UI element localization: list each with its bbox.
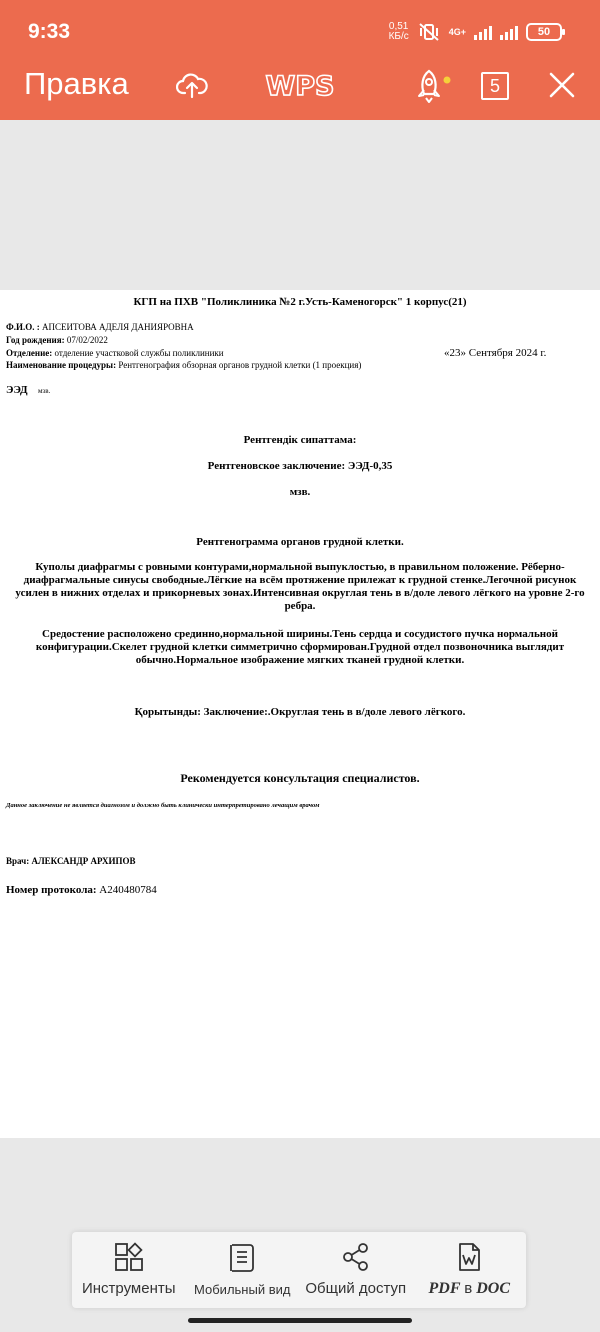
pdf-to-text: в: [464, 1280, 473, 1297]
wps-logo-text: WPS: [265, 72, 335, 100]
vibrate-mute-icon: [417, 22, 441, 42]
signal-icon: [474, 24, 492, 40]
dept-label: Отделение:: [6, 348, 53, 358]
network-speed: [389, 22, 409, 42]
fio-label: Ф.И.О. :: [6, 322, 40, 332]
pdf-text: PDF: [428, 1280, 461, 1297]
document-page[interactable]: [0, 290, 600, 1138]
tools-label: Инструменты: [81, 1280, 176, 1297]
doc-text: DOC: [476, 1280, 510, 1297]
pdf-to-doc-label: [429, 1280, 510, 1298]
close-icon[interactable]: [548, 71, 576, 99]
home-indicator[interactable]: [188, 1318, 412, 1323]
fio-value: АПСЕИТОВА АДЕЛЯ ДАНИЯРОВНА: [41, 322, 194, 332]
msv-label: мзв.: [289, 486, 311, 498]
document-header: КГП на ПХВ "Поликлиника №2 г.Усть-Каменогорск" 1 корпус(21): [133, 296, 467, 308]
share-icon: [341, 1242, 371, 1272]
kz-title: Рентгендік сипаттама:: [243, 434, 357, 446]
fio-field: [6, 322, 194, 332]
network-type: 4G+: [448, 27, 466, 37]
description-paragraph-2: Средостение расположено срединно,нормальной ширины.Тень сердца и сосудистого пучка нормальной конфигурации.Скелет грудной клетки симметрично сформирован.Грудной отдел позвоночника выглядит обычно.Нормальное изображение мягких тканей грудной клетки.: [35, 628, 565, 666]
dob-label: Год рождения:: [6, 335, 65, 345]
mobile-view-button[interactable]: [186, 1232, 300, 1308]
pdf-to-doc-icon: [454, 1242, 484, 1272]
speed-value: 0,51: [388, 21, 409, 32]
disclaimer: Данное заключение не является диагнозом и должно быть клинически интерпретировано лечащим врачом: [6, 802, 320, 809]
eed-label: ЭЭД: [6, 384, 28, 396]
signal-icon-2: [500, 24, 518, 40]
tools-button[interactable]: [72, 1232, 186, 1308]
share-button[interactable]: [299, 1232, 413, 1308]
tools-icon: [114, 1242, 144, 1272]
cloud-upload-icon[interactable]: [176, 70, 208, 100]
procedure-label: Наименование процедуры:: [6, 360, 117, 370]
protocol-field: [6, 884, 157, 896]
mobile-view-icon: [226, 1242, 258, 1272]
conclusion: Қорытынды: Заключение:.Округлая тень в в/доле левого лёгкого.: [134, 706, 466, 718]
document-date: «23» Сентября 2024 г.: [444, 347, 547, 359]
dob-value: 07/02/2022: [66, 335, 108, 345]
protocol-label: Номер протокола:: [6, 884, 97, 896]
section-title: Рентгенограмма органов грудной клетки.: [196, 536, 404, 548]
description-paragraph-1: Куполы диафрагмы с ровными контурами,нормальной выпуклостью, в правильном положение. Рёберно-диафрагмальные синусы свободные.Лёгкие на всём протяжение прилежат к грудной стенке.Легочной рисунок усилен в нижних отделах и прикорневых зонах.Интенсивная округлая тень в в/доле левого лёгкого на уровне 2-го ребра.: [15, 561, 585, 612]
wps-logo: [254, 72, 346, 100]
share-label: Общий доступ: [305, 1280, 407, 1297]
mobile-view-label: Мобильный вид: [194, 1282, 291, 1297]
procedure-field: [6, 360, 361, 370]
dept-field: [6, 348, 224, 358]
speed-unit: КБ/с: [388, 31, 409, 42]
status-time: 9:33: [28, 20, 71, 43]
dob-field: [6, 335, 108, 345]
recommendation: Рекомендуется консультация специалистов.: [180, 771, 420, 785]
battery-icon: 50: [526, 23, 562, 41]
rocket-icon[interactable]: [412, 68, 454, 104]
top-toolbar: [0, 0, 600, 120]
doctor-name: Врач: АЛЕКСАНДР АРХИПОВ: [6, 856, 136, 866]
status-icons: [389, 22, 562, 42]
dept-value: отделение участковой службы поликлиники: [54, 348, 224, 358]
edit-button[interactable]: Правка: [24, 66, 129, 101]
ru-title: Рентгеновское заключение: ЭЭД-0,35: [207, 460, 393, 472]
procedure-value: Рентгенография обзорная органов грудной клетки (1 проекция): [118, 360, 362, 370]
protocol-value: А240480784: [99, 884, 157, 896]
bottom-toolbar: [72, 1232, 526, 1308]
page-count-button[interactable]: 5: [481, 72, 509, 100]
pdf-to-doc-button[interactable]: [413, 1232, 527, 1308]
eed-unit: мзв.: [38, 387, 51, 395]
